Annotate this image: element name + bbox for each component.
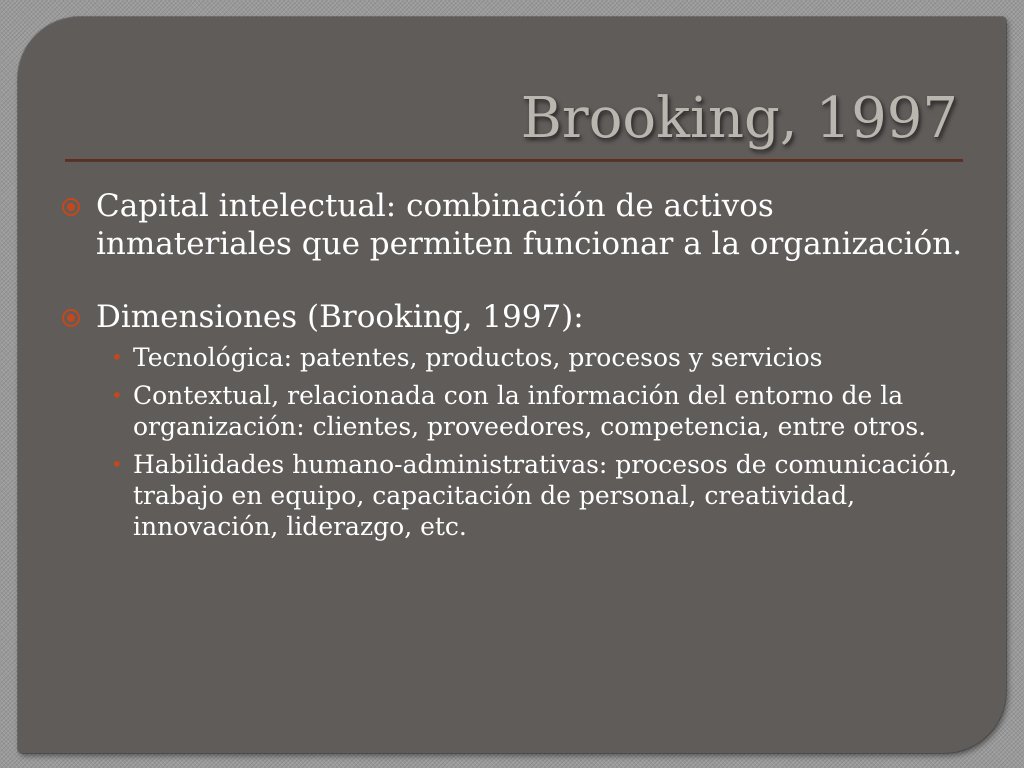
circle-bullet-icon [62,198,80,216]
bullet-text: Dimensiones (Brooking, 1997): [96,299,584,335]
sub-bullet-text: Contextual, relacionada con la información del entorno de la organización: clientes, proveedores, competencia, entre otros. [133,381,927,441]
sub-bullet-text: Tecnológica: patentes, productos, procesos y servicios [133,343,823,372]
sub-bullet-habilidades [62,449,972,542]
sub-bullet-contextual [62,380,972,442]
slide-panel [18,17,1006,753]
bullet-text: Capital intelectual: combinación de activos inmateriales que permiten funcionar a la organización. [96,188,963,262]
slide-title: Brooking, 1997 [520,86,958,151]
dot-bullet-icon: • [111,345,123,369]
dot-bullet-icon: • [111,383,123,407]
dot-bullet-icon: • [111,452,123,476]
bullet-dimensiones [62,298,972,336]
sub-bullet-text: Habilidades humano-administrativas: procesos de comunicación, trabajo en equipo, capacitación de personal, creatividad, innovación, liderazgo, etc. [133,450,958,541]
slide-content [62,187,972,549]
sub-bullet-tecnologica [62,342,972,373]
title-divider [65,159,963,161]
circle-bullet-icon [62,309,80,327]
bullet-capital-intelectual [62,187,972,263]
